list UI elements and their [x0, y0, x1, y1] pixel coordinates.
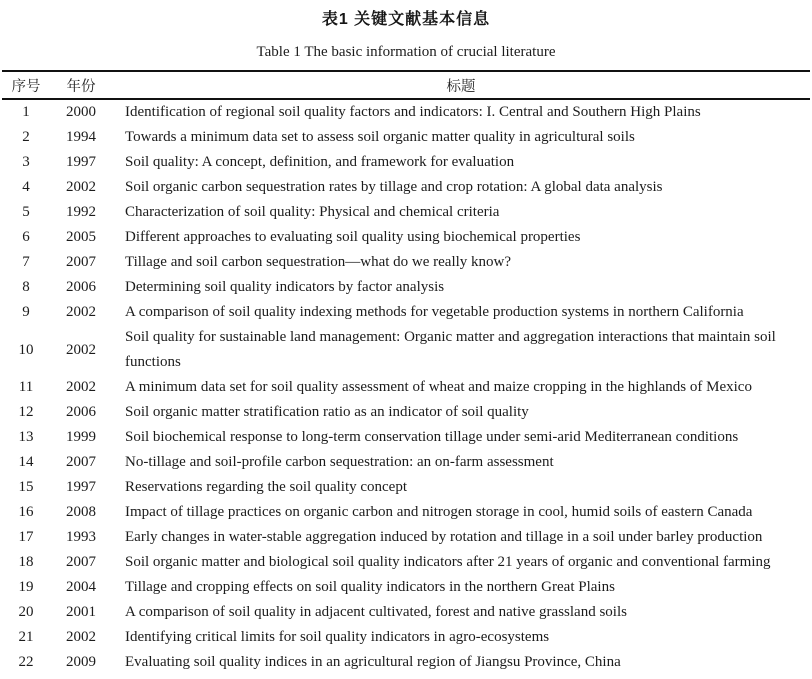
- cell-index: 22: [18, 654, 34, 670]
- cell-index: 21: [18, 629, 34, 645]
- cell-year: 2005: [66, 229, 96, 245]
- table-row: [2, 500, 810, 525]
- cell-title: Characterization of soil quality: Physical and chemical criteria: [125, 204, 500, 220]
- cell-year: 1994: [66, 129, 96, 145]
- table-row: [2, 225, 810, 250]
- cell-title: Soil biochemical response to long-term conservation tillage under semi-arid Mediterranean conditions: [125, 429, 739, 445]
- cell-index: 3: [22, 154, 30, 170]
- cell-year: 1992: [66, 204, 96, 220]
- table-row: [2, 450, 810, 475]
- cell-index: 19: [18, 579, 34, 595]
- cell-index: 6: [22, 229, 30, 245]
- cell-year: 2002: [66, 179, 96, 195]
- cell-index: 13: [18, 429, 34, 445]
- cell-index: 9: [22, 304, 30, 320]
- cell-title: Tillage and soil carbon sequestration—what do we really know?: [125, 254, 512, 270]
- table-body: [2, 99, 810, 675]
- header-row: [2, 71, 810, 99]
- cell-title: A minimum data set for soil quality assessment of wheat and maize cropping in the highlands of Mexico: [125, 379, 752, 395]
- cell-title: Soil organic matter stratification ratio as an indicator of soil quality: [125, 404, 529, 420]
- column-header-title: 标题: [446, 78, 476, 95]
- cell-year: 2002: [66, 304, 96, 320]
- table-row: [2, 575, 810, 600]
- table-row: [2, 400, 810, 425]
- table-row: [2, 275, 810, 300]
- table-header: [2, 71, 810, 99]
- cell-title: Tillage and cropping effects on soil quality indicators in the northern Great Plains: [125, 579, 615, 595]
- table-row: [2, 150, 810, 175]
- cell-year: 1999: [66, 429, 96, 445]
- cell-index: 7: [22, 254, 30, 270]
- cell-year: 2004: [66, 579, 96, 595]
- cell-index: 4: [22, 179, 30, 195]
- table-row: [2, 325, 810, 375]
- cell-year: 1997: [66, 154, 96, 170]
- table-row: [2, 475, 810, 500]
- table-row: [2, 125, 810, 150]
- cell-title: Different approaches to evaluating soil quality using biochemical properties: [125, 229, 581, 245]
- cell-year: 2009: [66, 654, 96, 670]
- cell-year: 2002: [66, 379, 96, 395]
- cell-year: 2007: [66, 454, 96, 470]
- cell-index: 17: [18, 529, 34, 545]
- table-row: [2, 525, 810, 550]
- cell-title: Identification of regional soil quality factors and indicators: I. Central and Southern High Plains: [125, 104, 701, 120]
- cell-year: 2002: [66, 629, 96, 645]
- cell-title: Identifying critical limits for soil quality indicators in agro-ecosystems: [125, 629, 550, 645]
- cell-title: A comparison of soil quality in adjacent cultivated, forest and native grassland soils: [125, 604, 627, 620]
- cell-title: Determining soil quality indicators by factor analysis: [125, 279, 445, 295]
- cell-year: 2006: [66, 279, 96, 295]
- cell-title: Impact of tillage practices on organic carbon and nitrogen storage in cool, humid soils of eastern Canada: [125, 504, 753, 520]
- cell-index: 8: [22, 279, 30, 295]
- literature-table: [2, 70, 810, 675]
- cell-index: 18: [18, 554, 34, 570]
- column-header-year: 年份: [66, 78, 96, 95]
- table-caption-english: Table 1 The basic information of crucial literature: [256, 44, 556, 60]
- table-row: [2, 550, 810, 575]
- cell-year: 1997: [66, 479, 96, 495]
- cell-title: A comparison of soil quality indexing methods for vegetable production systems in northern California: [125, 304, 744, 320]
- cell-year: 2000: [66, 104, 96, 120]
- cell-year: 2007: [66, 254, 96, 270]
- cell-title: Reservations regarding the soil quality concept: [125, 479, 408, 495]
- table-row: [2, 375, 810, 400]
- cell-index: 1: [22, 104, 30, 120]
- cell-index: 12: [18, 404, 34, 420]
- cell-index: 15: [18, 479, 34, 495]
- table-row: [2, 650, 810, 675]
- cell-title: Soil quality: A concept, definition, and framework for evaluation: [125, 154, 515, 170]
- cell-year: 2007: [66, 554, 96, 570]
- cell-index: 16: [18, 504, 34, 520]
- cell-title: Towards a minimum data set to assess soil organic matter quality in agricultural soils: [125, 129, 635, 145]
- table-row: [2, 625, 810, 650]
- cell-title: Soil organic carbon sequestration rates by tillage and crop rotation: A global data analysis: [125, 179, 663, 195]
- column-header-index: 序号: [11, 78, 41, 95]
- cell-index: 14: [18, 454, 34, 470]
- table-row: [2, 175, 810, 200]
- table-caption-chinese: 表1 关键文献基本信息: [321, 11, 491, 28]
- cell-index: 2: [22, 129, 30, 145]
- cell-index: 20: [18, 604, 34, 620]
- cell-index: 10: [18, 341, 34, 358]
- table-row: [2, 250, 810, 275]
- table-row: [2, 200, 810, 225]
- cell-title: Early changes in water-stable aggregation induced by rotation and tillage in a soil under barley production: [125, 529, 763, 545]
- cell-title: No-tillage and soil-profile carbon sequestration: an on-farm assessment: [125, 454, 554, 470]
- cell-year: 1993: [66, 529, 96, 545]
- cell-title: Soil organic matter and biological soil quality indicators after 21 years of organic and conventional farming: [125, 554, 771, 570]
- table-row: [2, 425, 810, 450]
- cell-title: Soil quality for sustainable land management: Organic matter and aggregation interactions that maintain soil functions: [125, 329, 776, 370]
- cell-year: 2006: [66, 404, 96, 420]
- table-row: [2, 300, 810, 325]
- cell-index: 11: [18, 379, 34, 395]
- paper-table-page: [0, 8, 812, 679]
- cell-title: Evaluating soil quality indices in an agricultural region of Jiangsu Province, China: [125, 654, 621, 670]
- table-row: [2, 99, 810, 125]
- table-row: [2, 600, 810, 625]
- cell-year: 2001: [66, 604, 96, 620]
- cell-year: 2002: [66, 341, 96, 358]
- cell-year: 2008: [66, 504, 96, 520]
- cell-index: 5: [22, 204, 30, 220]
